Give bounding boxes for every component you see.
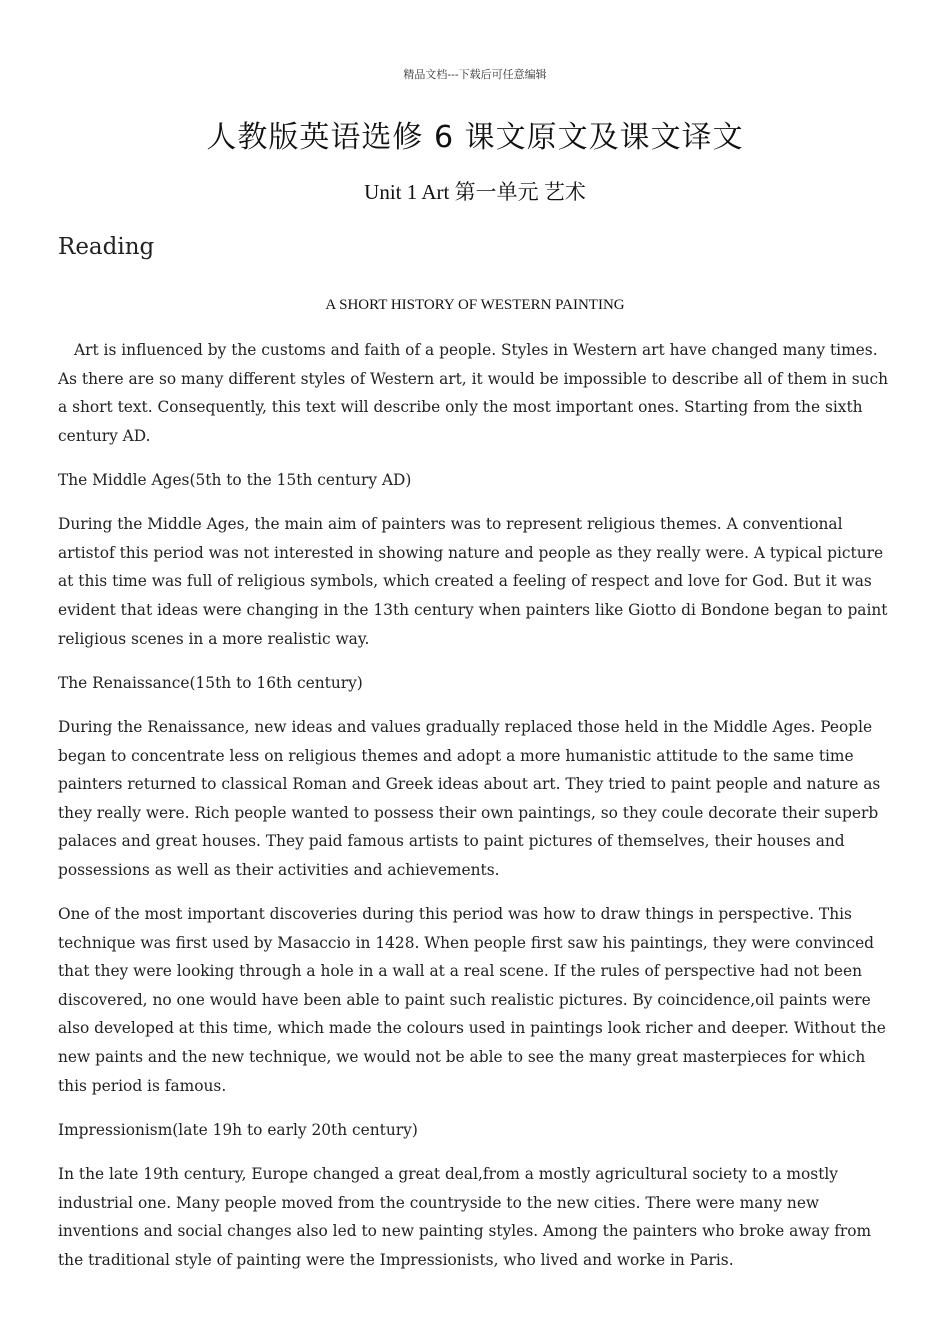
paragraph-impressionism: In the late 19th century, Europe changed a great deal,from a mostly agricultural society to a mostly industrial one. Many people moved from the countryside to the new cities. There were many new inventions and social changes also led to new painting styles. Among the painters who broke away from the traditional style of painting were the Impressionists, who lived and worke in Paris. — [58, 1165, 872, 1269]
section-heading-reading: Reading — [58, 234, 155, 260]
paragraph-perspective: One of the most important discoveries during this period was how to draw things in perspective. This technique was first used by Masaccio in 1428. When people first saw his paintings, they were convinced that they were looking through a hole in a wall at a real scene. If the rules of perspective had not been discovered, no one would have been able to paint such realistic pictures. By coincidence,oil paints were also developed at this time, which made the colours used in paintings look richer and deeper. Without the new paints and the new technique, we would not be able to see the many great masterpieces for which this period is famous. — [58, 905, 886, 1095]
page-title: 人教版英语选修 6 课文原文及课文译文 — [206, 120, 744, 155]
paragraph-renaissance: During the Renaissance, new ideas and values gradually replaced those held in the Middle Ages. People began to concentrate less on religious themes and adopt a more humanistic attitude to the same time painters returned to classical Roman and Greek ideas about art. They tried to paint people and nature as they really were. Rich people wanted to possess their own paintings, so they coule decorate their superb palaces and great houses. They paid famous artists to paint pictures of themselves, their houses and possessions as well as their activities and achievements. — [58, 717, 881, 879]
paragraph-intro: Art is influenced by the customs and faith of a people. Styles in Western art have changed many times. As there are so many different styles of Western art, it would be impossible to describe all of them in such a short text. Consequently, this text will describe only the most important ones. Starting from the sixth century AD. — [58, 341, 889, 445]
article-body — [58, 336, 898, 1290]
subheading-renaissance: The Renaissance(15th to 16th century) — [58, 673, 363, 692]
paragraph-middle-ages: During the Middle Ages, the main aim of painters was to represent religious themes. A conventional artistof this period was not interested in showing nature and people as they really were. A typical picture at this time was full of religious symbols, which created a feeling of respect and love for God. But it was evident that ideas were changing in the 13th century when painters like Giotto di Bondone began to paint religious scenes in a more realistic way. — [58, 515, 888, 648]
unit-heading: Unit 1 Art 第一单元 艺术 — [364, 180, 586, 204]
subheading-impressionism: Impressionism(late 19h to early 20th century) — [58, 1120, 418, 1139]
article-title: A SHORT HISTORY OF WESTERN PAINTING — [325, 297, 625, 313]
subheading-middle-ages: The Middle Ages(5th to the 15th century AD) — [58, 470, 412, 489]
header-watermark: 精品文档---下载后可任意编辑 — [403, 68, 547, 81]
